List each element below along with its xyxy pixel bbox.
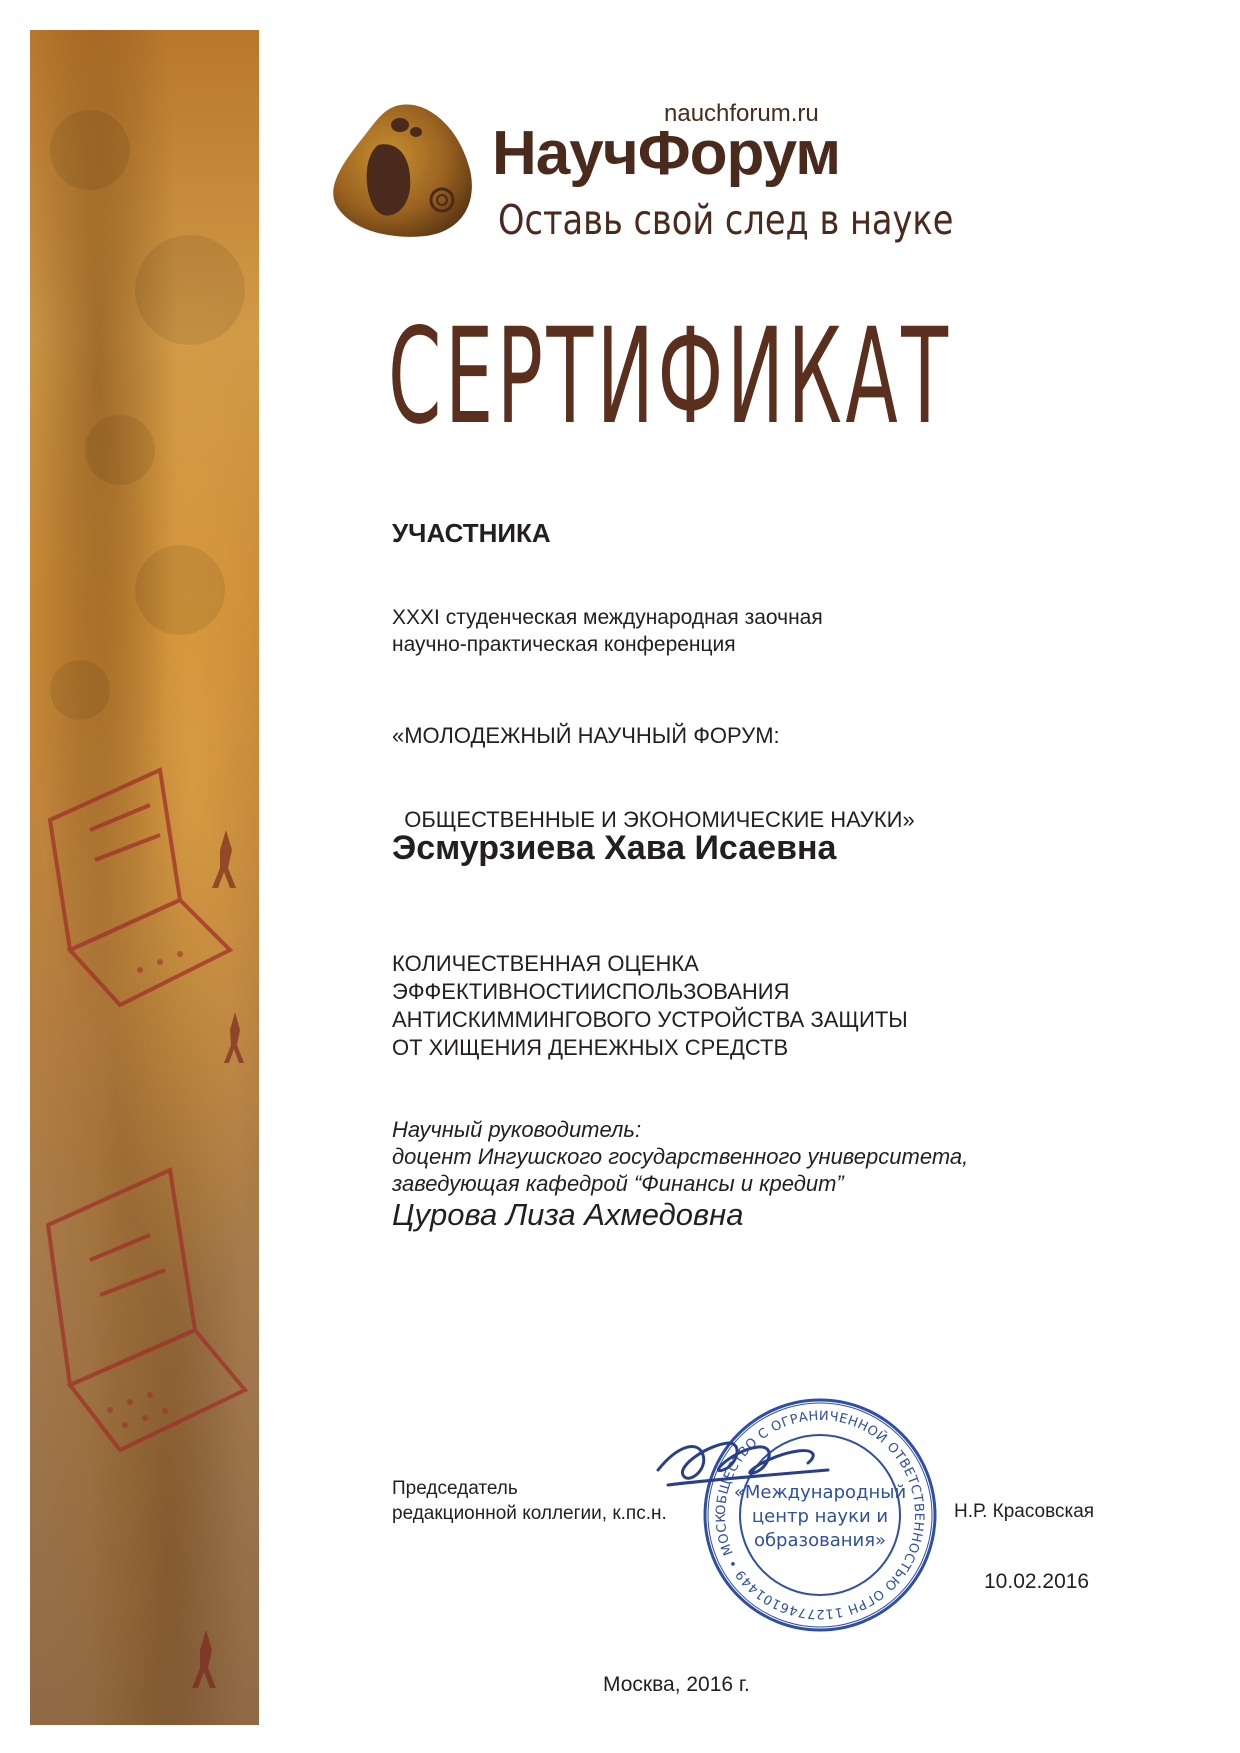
- chair-label-line: Председатель: [392, 1478, 518, 1499]
- topic-line: ЭФФЕКТИВНОСТИИСПОЛЬЗОВАНИЯ: [392, 979, 790, 1004]
- stamp-center-line: образования»: [753, 1530, 887, 1551]
- conference-name-line: «МОЛОДЕЖНЫЙ НАУЧНЫЙ ФОРУМ:: [392, 723, 780, 748]
- certificate-title: СЕРТИФИКАТ: [388, 300, 952, 454]
- stamp-center-line: центр науки и: [751, 1506, 889, 1527]
- supervisor-name: Цурова Лиза Ахмедовна: [392, 1197, 744, 1232]
- topic-line: КОЛИЧЕСТВЕННАЯ ОЦЕНКА: [392, 951, 699, 976]
- chair-label: [392, 1476, 667, 1526]
- topic-line: АНТИСКИММИНГОВОГО УСТРОЙСТВА ЗАЩИТЫ: [392, 1007, 908, 1032]
- supervisor-position: доцент Ингушского государственного университета,: [392, 1144, 969, 1169]
- footprint-stone-logo-icon: [330, 100, 475, 240]
- cave-art-drawing: [30, 30, 259, 1725]
- conference-description: [392, 604, 823, 658]
- chair-name: Н.Р. Красовская: [954, 1501, 1095, 1522]
- nauchforum-logo: [330, 100, 475, 245]
- stamp-center-line: «Международный: [733, 1482, 907, 1503]
- issue-date: 10.02.2016: [984, 1570, 1090, 1593]
- supervisor-block: [392, 1116, 968, 1197]
- brand-name: НаучФорум: [492, 119, 841, 188]
- supervisor-label: Научный руководитель:: [392, 1117, 642, 1142]
- chair-label-line: редакционной коллегии, к.пс.н.: [392, 1503, 667, 1524]
- stamp-ring-text: ОБЩЕСТВО С ОГРАНИЧЕННОЙ ОТВЕТСТВЕННОСТЬЮ ОГРН 1127746101449 • МОСК: [713, 1408, 927, 1622]
- decorative-stone-strip: [30, 30, 259, 1725]
- participant-name: Эсмурзиева Хава Исаевна: [392, 829, 837, 867]
- supervisor-position: заведующая кафедрой “Финансы и кредит”: [392, 1171, 844, 1196]
- brand-slogan: Оставь свой след в науке: [498, 196, 954, 244]
- certificate-role: УЧАСТНИКА: [392, 518, 551, 548]
- conference-line: научно-практическая конференция: [392, 633, 736, 656]
- conference-name-line: ОБЩЕСТВЕННЫЕ И ЭКОНОМИЧЕСКИЕ НАУКИ»: [392, 807, 915, 832]
- signature-scribble-icon: [648, 1425, 838, 1505]
- site-url: nauchforum.ru: [664, 100, 819, 127]
- city-year: Москва, 2016 г.: [603, 1673, 750, 1696]
- topic-line: ОТ ХИЩЕНИЯ ДЕНЕЖНЫХ СРЕДСТВ: [392, 1035, 789, 1060]
- chair-signature: [648, 1425, 838, 1510]
- conference-line: XXXI студенческая международная заочная: [392, 606, 823, 629]
- paper-topic: [392, 950, 908, 1062]
